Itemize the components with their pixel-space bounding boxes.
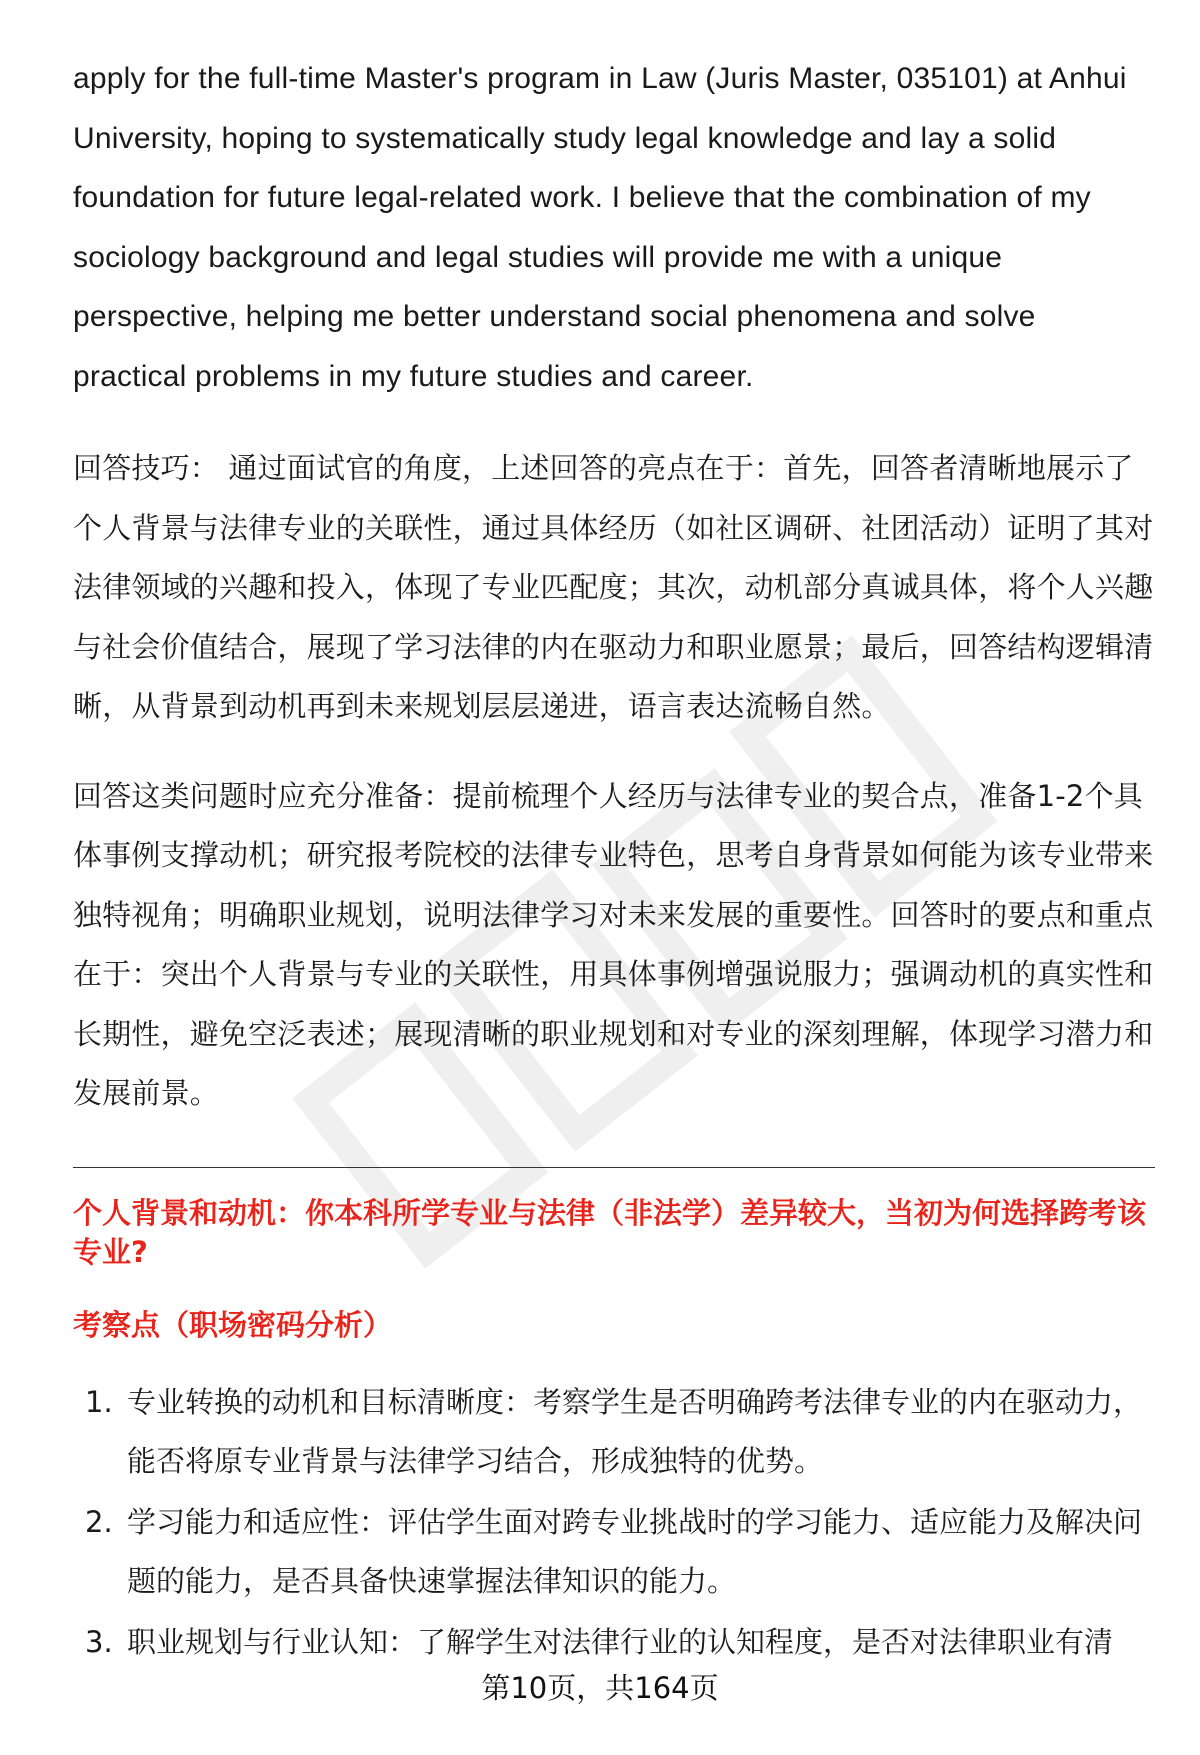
list-item [73,1373,1155,1492]
tips-paragraph: 回答技巧： 通过面试官的角度，上述回答的亮点在于：首先，回答者清晰地展示了个人背景与法律专业的关联性，通过具体经历（如社区调研、社团活动）证明了其对法律领域的兴趣和投入，体现了专业匹配度；其次，动机部分真诚具体，将个人兴趣与社会价值结合，展现了学习法律的内在驱动力和职业愿景；最后，回答结构逻辑清晰，从背景到动机再到未来规划层层递进，语言表达流畅自然。 [73,451,1154,723]
question-title: 个人背景和动机：你本科所学专业与法律（非法学）差异较大，当初为何选择跨考该专业? [73,1195,1147,1269]
exam-points-list [73,1373,1155,1673]
list-text: 专业转换的动机和目标清晰度：考察学生是否明确跨考法律专业的内在驱动力，能否将原专业背景与法律学习结合，形成独特的优势。 [127,1384,1143,1478]
section-divider [73,1167,1155,1168]
page-footer: 第10页，共164页 [481,1671,719,1705]
list-item [73,1493,1155,1612]
list-text: 职业规划与行业认知：了解学生对法律行业的认知程度，是否对法律职业有清 [127,1624,1114,1659]
list-item [73,1613,1155,1673]
intro-paragraph: apply for the full-time Master's program in Law (Juris Master, 035101) at Anhui University, hoping to systematically study legal knowledge and lay a solid foundation for future legal-related work. I believe that the combination of my sociology background and legal studies will provide me with a unique perspective, helping me better understand social phenomena and solve practical problems in my future studies and career. [73,62,1127,393]
page-content [73,0,1155,1672]
list-number: 2. [85,1504,113,1539]
exam-points-title: 考察点（职场密码分析） [73,1307,393,1342]
list-number: 1. [85,1384,113,1419]
prep-paragraph: 回答这类问题时应充分准备：提前梳理个人经历与法律专业的契合点，准备1-2个具体事例支撑动机；研究报考院校的法律专业特色，思考自身背景如何能为该专业带来独特视角；明确职业规划，说明法律学习对未来发展的重要性。回答时的要点和重点在于：突出个人背景与专业的关联性，用具体事例增强说服力；强调动机的真实性和长期性，避免空泛表述；展现清晰的职业规划和对专业的深刻理解，体现学习潜力和发展前景。 [73,778,1154,1110]
list-number: 3. [85,1624,113,1659]
list-text: 学习能力和适应性：评估学生面对跨专业挑战时的学习能力、适应能力及解决问题的能力，是否具备快速掌握法律知识的能力。 [127,1504,1143,1598]
